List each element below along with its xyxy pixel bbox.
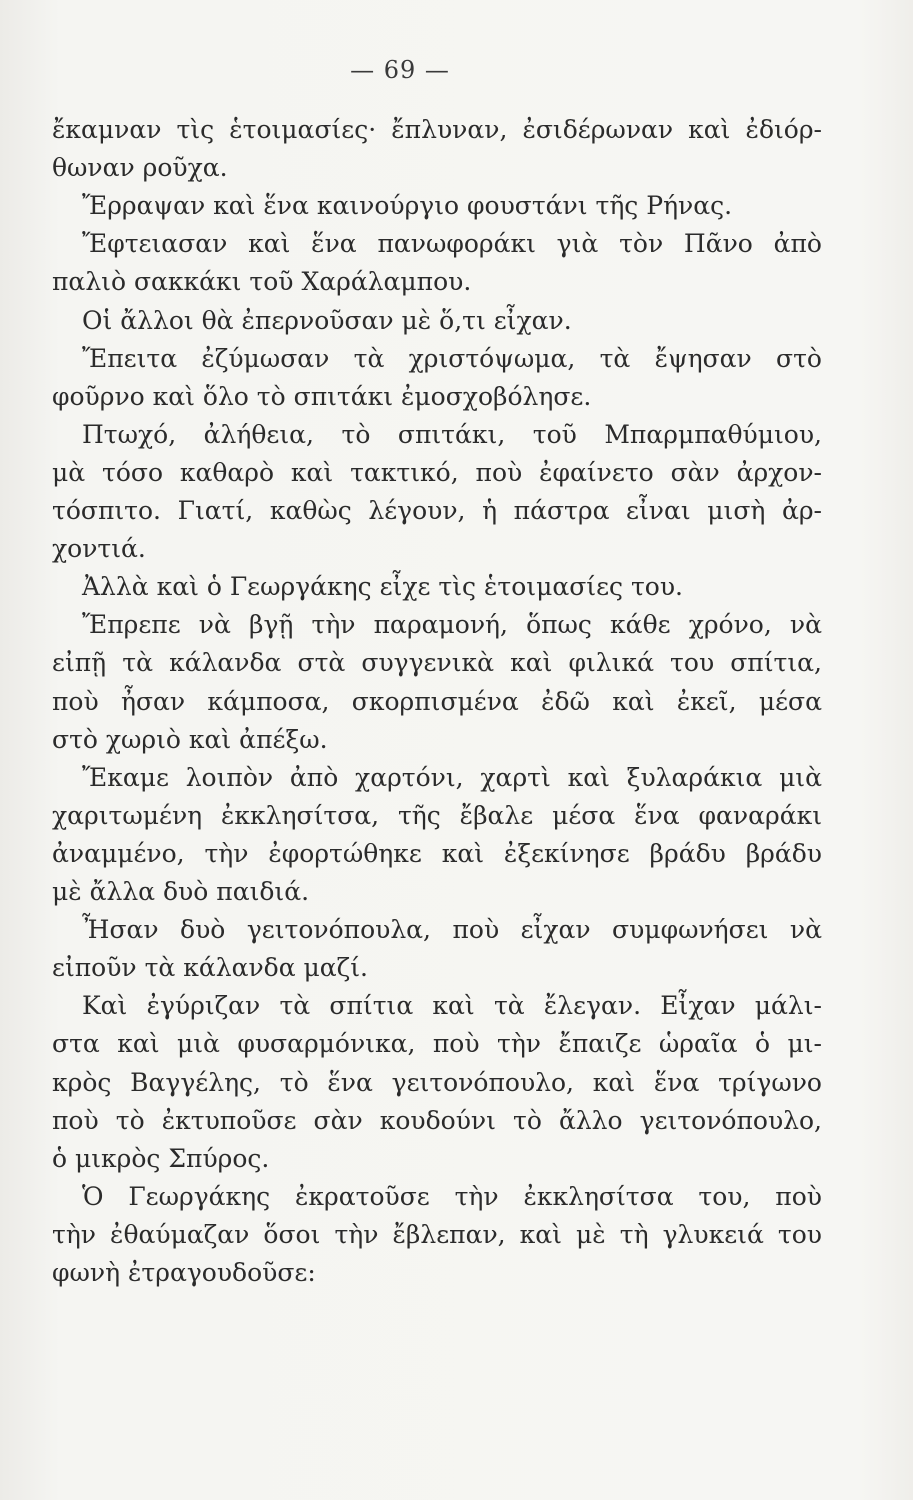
text-line: φωνὴ ἐτραγουδοῦσε:	[52, 1258, 316, 1287]
text-line: θωναν ροῦχα.	[52, 153, 228, 183]
text-line: Ἔρραψαν καὶ ἕνα καινούργιο φουστάνι τῆς Ρήνας.	[82, 191, 733, 221]
text-line: Πτωχό, ἀλήθεια, τὸ σπιτάκι, τοῦ Μπαρμπαθύμιου,	[82, 419, 822, 449]
text-line: χοντιά.	[52, 534, 146, 564]
text-line: Ἀλλὰ καὶ ὁ Γεωργάκης εἶχε τὶς ἑτοιμασίες του.	[82, 572, 683, 602]
text-line: στὸ χωριὸ καὶ ἀπέξω.	[52, 724, 328, 754]
text-line: παλιὸ σακκάκι τοῦ Χαράλαμπου.	[52, 267, 472, 297]
text-line: μὲ ἄλλα δυὸ παιδιά.	[52, 877, 310, 906]
text-line: ποὺ ἦσαν κάμποσα, σκορπισμένα ἐδῶ καὶ ἐκεῖ, μέσα	[52, 686, 822, 716]
page-number: — 69 —	[350, 56, 450, 84]
text-line: Καὶ ἐγύριζαν τὰ σπίτια καὶ τὰ ἔλεγαν. Εἶχαν μάλι-	[82, 991, 822, 1021]
text-line: Ἔκαμε λοιπὸν ἀπὸ χαρτόνι, χαρτὶ καὶ ξυλαράκια μιὰ	[82, 762, 822, 792]
text-line: ἔκαμναν τὶς ἑτοιμασίες· ἔπλυναν, ἐσιδέρωναν καὶ ἐδιόρ-	[52, 115, 822, 144]
text-line: ὁ μικρὸς Σπύρος.	[52, 1143, 270, 1173]
text-line: μὰ τόσο καθαρὸ καὶ τακτικό, ποὺ ἐφαίνετο σὰν ἀρχον-	[52, 457, 822, 487]
text-line: Ἔπρεπε νὰ βγῇ τὴν παραμονή, ὅπως κάθε χρόνο, νὰ	[82, 610, 822, 640]
text-line: Ἔπειτα ἐζύμωσαν τὰ χριστόψωμα, τὰ ἔψησαν στὸ	[82, 343, 822, 373]
text-line: ἀναμμένο, τὴν ἐφορτώθηκε καὶ ἐξεκίνησε βράδυ βράδυ	[52, 838, 822, 868]
text-line: φοῦρνο καὶ ὅλο τὸ σπιτάκι ἐμοσχοβόλησε.	[52, 381, 592, 411]
text-line: τὴν ἐθαύμαζαν ὅσοι τὴν ἔβλεπαν, καὶ μὲ τὴ γλυκειά του	[52, 1219, 822, 1249]
text-line: Ὁ Γεωργάκης ἐκρατοῦσε τὴν ἐκκλησίτσα του, ποὺ	[82, 1181, 822, 1211]
text-line: τόσπιτο. Γιατί, καθὼς λέγουν, ἡ πάστρα εἶναι μισὴ ἀρ-	[52, 496, 822, 525]
text-line: χαριτωμένη ἐκκλησίτσα, τῆς ἔβαλε μέσα ἕνα φαναράκι	[52, 800, 822, 830]
text-line: Ἔφτειασαν καὶ ἕνα πανωφοράκι γιὰ τὸν Πᾶνο ἀπὸ	[82, 229, 822, 259]
text-line: κρὸς Βαγγέλης, τὸ ἕνα γειτονόπουλο, καὶ ἕνα τρίγωνο	[52, 1067, 822, 1097]
text-line: Ἦσαν δυὸ γειτονόπουλα, ποὺ εἶχαν συμφωνήσει νὰ	[82, 915, 822, 945]
text-line: Οἱ ἄλλοι θὰ ἐπερνοῦσαν μὲ ὅ,τι εἶχαν.	[82, 305, 572, 335]
text-line: εἰπῇ τὰ κάλανδα στὰ συγγενικὰ καὶ φιλικά του σπίτια,	[52, 648, 822, 678]
text-line: στα καὶ μιὰ φυσαρμόνικα, ποὺ τὴν ἔπαιζε ὡραῖα ὁ μι-	[52, 1029, 822, 1059]
text-line: ποὺ τὸ ἐκτυποῦσε σὰν κουδούνι τὸ ἄλλο γειτονόπουλο,	[52, 1105, 822, 1135]
text-line: εἰποῦν τὰ κάλανδα μαζί.	[52, 953, 368, 983]
